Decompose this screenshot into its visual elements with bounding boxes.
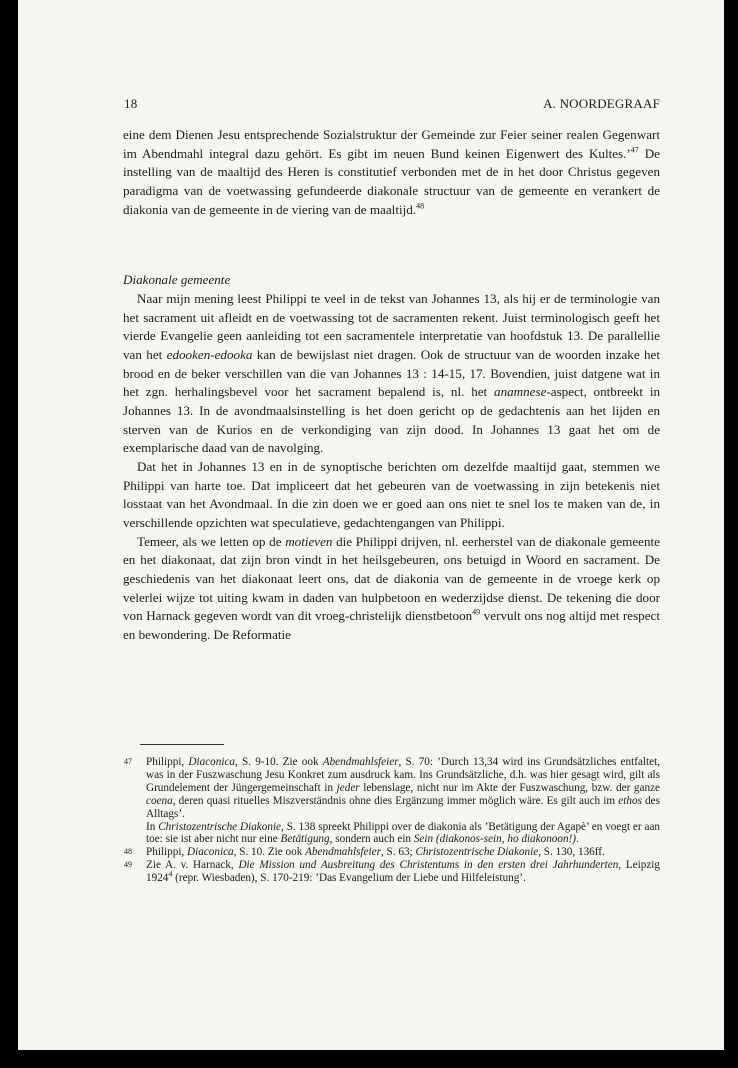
paragraph-continuation: eine dem Dienen Jesu entsprechende Sozialstruktur der Gemeinde zur Feier seiner realen Gegenwart im Abendmahl integral dazu gehört. Es gibt im neuen Bund keinen Eigenwert des Kultes.’$^{47}$ De instelling van de maaltijd des Heren is constitutief verbonden met de in het door Christus gegeven paradigma van de voetwassing gefundeerde diakonale structuur van de gemeente en verankert de diakonia van de gemeente in de viering van de maaltijd.$^{48}$ — [123, 127, 660, 217]
footnote-ref-47: 47 — [630, 145, 639, 155]
footnote-ref-49: 49 — [472, 607, 481, 617]
footnote-ref-48: 48 — [416, 201, 425, 211]
page-number: 18 — [124, 96, 138, 111]
footnote-47: 47 Philippi, Diaconica, S. 9-10. Zie ook Abendmahlsfeier, S. 70: ’Durch 13,34 wird ins Grundsätzliches entfaltet, was in der Fuszwaschung Jesu Konkret zum ausdruck kam. Ins Grundsätzliche, d.h. was hier gesagt wird, gilt als Grundelement der Jüngergemeinschaft in jeder lebenslage, nicht nur im Akte der Fuszwaschung, bzw. der ganze coena, deren quasi rituelles Miszverständnis ohne dies Ergänzung immer möglich wäre. Es gilt auch im ethos des Alltags’. In Christozentrische Diakonie, S. 138 spreekt Philippi over de diakonia als ’Betätigung der Agapè’ en voegt er aan toe: sie ist aber nicht nur eine Betätigung, sondern auch ein Sein (diakonos-sein, ho diakonoon!). — [124, 756, 661, 846]
paragraph: Dat het in Johannes 13 en in de synoptische berichten om dezelfde maaltijd gaat, stemmen we Philippi van harte toe. Dat impliceert dat het gebeuren van de voetwassing in zijn betekenis niet losstaat van het Avondmaal. In die zin doen we er goed aan ons niet te snel los te maken van de, in verschillende opzichten wat speculatieve, gedachtengangen van Philippi. — [123, 458, 660, 530]
footnote-49: 49 Zie A. v. Harnack, Die Mission und Ausbreitung des Christentums in den ersten drei Jahrhunderten, Leipzig 1924$^4$ (repr. Wiesbaden), S. 170-219: ’Das Evangelium der Liebe und Hilfeleistung’. — [124, 859, 660, 885]
running-head: A. NOORDEGRAAF — [543, 96, 660, 111]
intro-paragraph — [123, 126, 660, 219]
section-heading: Diakonale gemeente — [123, 272, 231, 287]
footnote-divider — [140, 744, 224, 745]
page-header — [124, 96, 660, 112]
footnotes — [123, 756, 660, 885]
paragraph: Naar mijn mening leest Philippi te veel in de tekst van Johannes 13, als hij er de terminologie van het sacrament uit afleidt en de voetwassing tot de sacramenten rekent. Juist terminologisch geeft het vierde Evangelie geen aanleiding tot een sacramentele interpretatie van hoofdstuk 13. De parallellie van het edooken-edooka kan de bewijslast niet dragen. Ook de structuur van de woorden inzake het brood en de beker verschillen van die van Johannes 13 : 14-15, 17. Bovendien, juist datgene wat in het zgn. herhalingsbevel voor het sacrament bepalend is, nl. het anamnese-aspect, ontbreekt in Johannes 13. In de avondmaalsinstelling is het doen gericht op de gedachtenis aan het lijden en sterven van de Kurios en de verkondiging van zijn dood. In Johannes 13 gaat het om de exemplarische daad van de navolging. — [123, 291, 661, 456]
footnote-48: 48 Philippi, Diaconica, S. 10. Zie ook Abendmahlsfeier, S. 63; Christozentrische Diakonie, S. 130, 136ff. — [124, 846, 605, 859]
main-text — [123, 290, 660, 644]
paragraph: Temeer, als we letten op de motieven die Philippi drijven, nl. eerherstel van de diakonale gemeente en het diakonaat, dat zijn bron vindt in het heilsgebeuren, ons betuigd in Woord en sacrament. De geschiedenis van het diakonaat leert ons, dat de diakonia van de gemeente in de vroege kerk op velerlei wijze tot uiting kwam in daden van hulpbetoon en wederzijdse dienst. De tekening die door von Harnack gegeven wordt van dit vroeg-christelijk dienstbetoon$^{49}$ vervult ons nog altijd met respect en bewondering. De Reformatie — [123, 533, 660, 642]
